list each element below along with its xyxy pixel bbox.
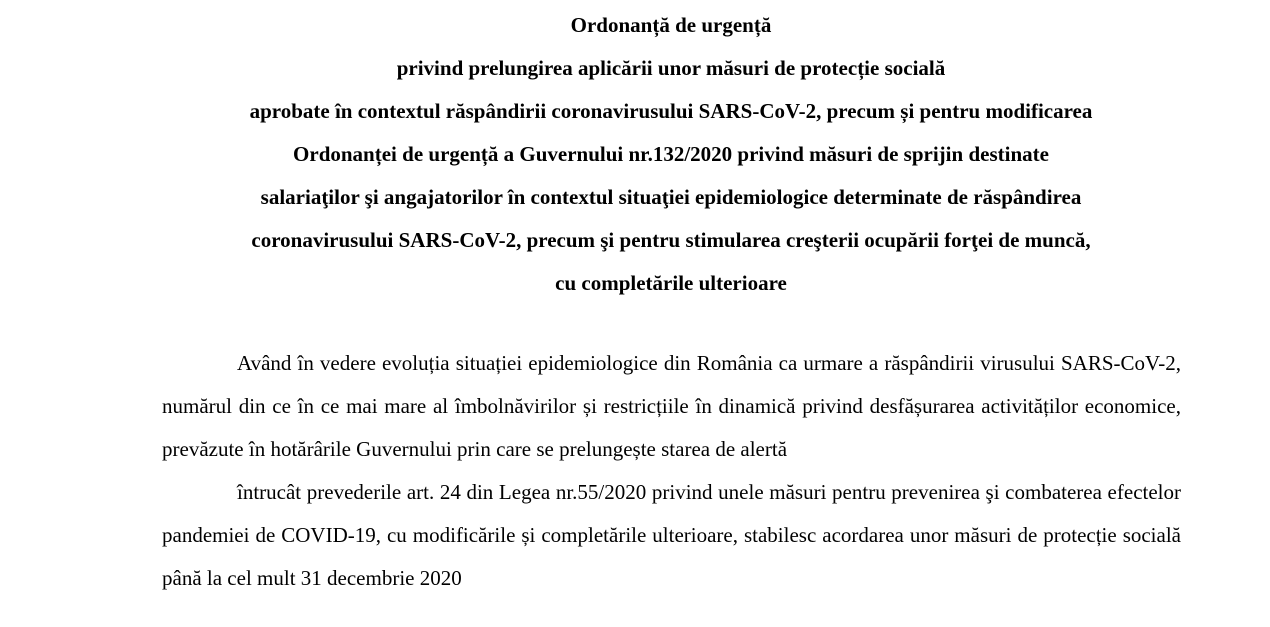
title-line-6: coronavirusului SARS-CoV-2, precum şi pentru stimularea creşterii ocupării forţei de muncă,	[251, 228, 1091, 252]
paragraph-1: Având în vedere evoluția situației epidemiologice din România ca urmare a răspândirii virusului SARS-CoV-2, numărul din ce în ce mai mare al îmbolnăvirilor și restricțiile în dinamică privind desfășurarea activităților economice, prevăzute în hotărârile Guvernului prin care se prelungește starea de alertă	[162, 351, 1181, 461]
title-line-3: aprobate în contextul răspândirii coronavirusului SARS-CoV-2, precum și pentru modificarea	[249, 99, 1093, 123]
document-title	[0, 4, 1270, 305]
document-body	[162, 342, 1181, 600]
title-line-2: privind prelungirea aplicării unor măsuri de protecție socială	[396, 56, 946, 80]
paragraph-2: întrucât prevederile art. 24 din Legea nr.55/2020 privind unele măsuri pentru prevenirea şi combaterea efectelor pandemiei de COVID-19, cu modificările și completările ulterioare, stabilesc acordarea unor măsuri de protecție socială până la cel mult 31 decembrie 2020	[162, 480, 1181, 590]
title-line-4: Ordonanței de urgență a Guvernului nr.132/2020 privind măsuri de sprijin destinate	[293, 142, 1049, 166]
title-line-7: cu completările ulterioare	[555, 271, 787, 295]
title-line-5: salariaţilor şi angajatorilor în contextul situaţiei epidemiologice determinate de răspândirea	[260, 185, 1082, 209]
title-line-1: Ordonanță de urgență	[570, 13, 772, 37]
